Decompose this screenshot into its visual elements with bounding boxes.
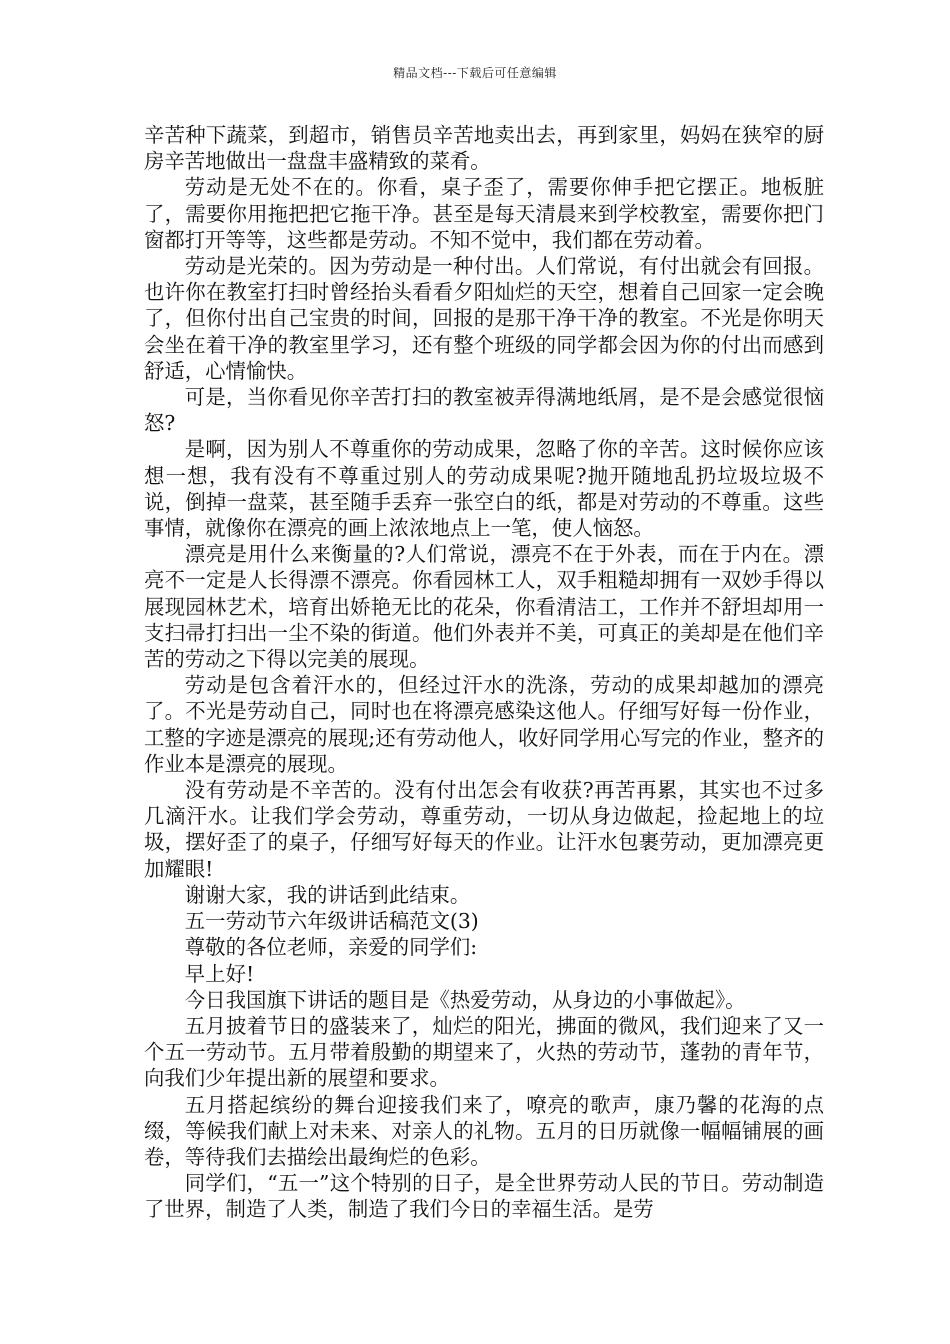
salutation: 尊敬的各位老师，亲爱的同学们: — [184, 935, 478, 960]
paragraph: 漂亮是用什么来衡量的?人们常说，漂亮不在于外表，而在于内在。漂亮不一定是人长得漂不漂亮。你看园林工人，双手粗糙却拥有一双妙手得以展现园林艺术，培育出娇艳无比的花朵，你看清洁工，工作并不舒坦却用一支扫帚打扫出一尘不染的街道。他们外表并不美，可真正的美却是在他们辛苦的劳动之下得以完美的展现。 — [144, 542, 824, 672]
paragraph: 辛苦种下蔬菜，到超市，销售员辛苦地卖出去，再到家里，妈妈在狭窄的厨房辛苦地做出一盘盘丰盛精致的菜肴。 — [144, 123, 824, 174]
paragraph: 劳动是包含着汗水的，但经过汗水的洗涤，劳动的成果却越加的漂亮了。不光是劳动自己，同时也在将漂亮感染这他人。仔细写好每一份作业，工整的字迹是漂亮的展现;还有劳动他人，收好同学用心写完的作业，整齐的作业本是漂亮的展现。 — [144, 673, 824, 776]
document-body — [144, 122, 824, 1223]
paragraph: 劳动是无处不在的。你看，桌子歪了，需要你伸手把它摆正。地板脏了，需要你用拖把把它拖干净。甚至是每天清晨来到学校教室，需要你把门窗都打开等等，这些都是劳动。不知不觉中，我们都在劳动着。 — [144, 175, 824, 252]
paragraph: 没有劳动是不辛苦的。没有付出怎会有收获?再苦再累，其实也不过多几滴汗水。让我们学会劳动，尊重劳动，一切从身边做起，捡起地上的垃圾，摆好歪了的桌子，仔细写好每天的作业。让汗水包裹劳动，更加漂亮更加耀眼! — [144, 778, 824, 881]
paragraph: 是啊，因为别人不尊重你的劳动成果，忽略了你的辛苦。这时候你应该想一想，我有没有不尊重过别人的劳动成果呢?抛开随地乱扔垃圾垃圾不说，倒掉一盘菜，甚至随手丢弃一张空白的纸，都是对劳动的不尊重。这些事情，就像你在漂亮的画上浓浓地点上一笔，使人恼怒。 — [144, 437, 824, 541]
paragraph: 劳动是光荣的。因为劳动是一种付出。人们常说，有付出就会有回报。也许你在教室打扫时曾经抬头看看夕阳灿烂的天空，想着自己回家一定会晚了，但你付出自己宝贵的时间，回报的是那干净干净的教室。不光是你明天会坐在着干净的教室里学习，还有整个班级的同学都会因为你的付出而感到舒适，心情愉快。 — [144, 254, 824, 383]
greeting: 早上好! — [184, 961, 255, 986]
paragraph: 五月搭起缤纷的舞台迎接我们来了，嘹亮的歌声，康乃馨的花海的点缀，等候我们献上对未来、对亲人的礼物。五月的日历就像一幅幅铺展的画卷，等待我们去描绘出最绚烂的色彩。 — [144, 1092, 824, 1169]
paragraph: 五月披着节日的盛装来了，灿烂的阳光，拂面的微风，我们迎来了又一个五一劳动节。五月带着殷勤的期望来了，火热的劳动节，蓬勃的青年节，向我们少年提出新的展望和要求。 — [144, 1013, 824, 1091]
section-title: 五一劳动节六年级讲话稿范文(3) — [184, 909, 479, 934]
paragraph: 同学们，“五一”这个特别的日子，是全世界劳动人民的节日。劳动制造了世界，制造了人类，制造了我们今日的幸福生活。是劳 — [144, 1171, 824, 1222]
paragraph: 今日我国旗下讲话的题目是《热爱劳动，从身边的小事做起》。 — [184, 987, 746, 1012]
paragraph: 可是，当你看见你辛苦打扫的教室被弄得满地纸屑，是不是会感觉很恼怒? — [144, 385, 824, 436]
paragraph: 谢谢大家，我的讲话到此结束。 — [184, 882, 471, 907]
page-header: 精品文档---下载后可任意编辑 — [393, 66, 557, 80]
